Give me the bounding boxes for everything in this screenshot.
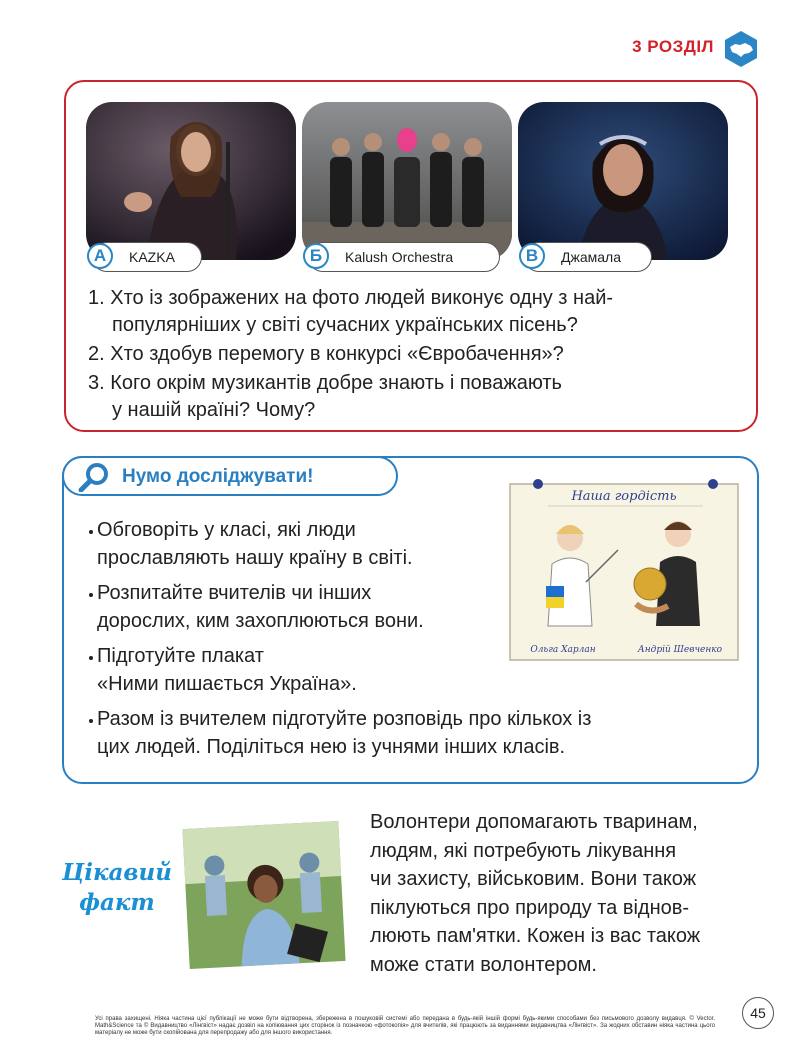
bullet-2-cont: дорослих, ким захоплюються вони. xyxy=(97,610,424,632)
caption-name: Джамала xyxy=(561,249,621,265)
ukraine-map-icon xyxy=(722,30,760,68)
page-number: 45 xyxy=(742,997,774,1029)
fact-label-line1: Цікавий xyxy=(62,859,172,886)
explore-title: Нумо досліджувати! xyxy=(122,466,314,487)
bullet-3: Підготуйте плакат xyxy=(97,645,264,667)
poster-illustration xyxy=(508,476,740,664)
bullet-4: Разом із вчителем підготуйте розповідь про кількох із xyxy=(97,708,592,730)
fact-line: Волонтери допомагають тваринам, xyxy=(370,811,698,833)
fact-text xyxy=(370,808,762,979)
question-1: 1. Хто із зображених на фото людей виконує одну з най- xyxy=(88,287,614,309)
fact-line: чи захисту, військовим. Вони також xyxy=(370,868,697,890)
poster-right-name: Андрій Шевченко xyxy=(637,645,723,655)
caption-kazka xyxy=(92,242,202,272)
bullet-dot xyxy=(89,530,93,534)
caption-name: Kalush Orchestra xyxy=(345,249,454,265)
photo-kalush-orchestra xyxy=(302,102,512,260)
bullet-2: Розпитайте вчителів чи інших xyxy=(97,582,372,604)
bullet-dot xyxy=(89,719,93,723)
question-2: 2. Хто здобув перемогу в конкурсі «Євробачення»? xyxy=(88,343,564,365)
fact-label xyxy=(62,858,172,918)
bullet-4-cont: цих людей. Поділіться нею із учнями інших класів. xyxy=(97,736,566,758)
bullet-1-cont: прославляють нашу країну в світі. xyxy=(97,547,413,569)
question-1-cont: популярніших у світі сучасних українських пісень? xyxy=(112,314,578,336)
magnifier-icon xyxy=(78,462,110,492)
legal-notice: Усі права захищені. Ніяка частина цієї публікації не може бути відтворена, збережена в пошуковій системі або передана в будь-якій іншій формі будь-якими способами без письмового дозволу видавця. © Vector. Math&Science та © Видавництво «Лінгвіст» надає дозвіл на копіювання цих сторінок із позначкою «фотокопія» для вчителів, які працюють за виданнями видавництва «Лінгвіст». За жодних обставин ніяка частина цього матеріалу не може бути скопійована для перепродажу або для іншого використання. xyxy=(95,1016,715,1036)
bullet-dot xyxy=(89,593,93,597)
bullet-1: Обговоріть у класі, які люди xyxy=(97,519,356,541)
poster-left-name: Ольга Харлан xyxy=(530,645,596,655)
photo-kazka xyxy=(86,102,296,260)
caption-letter: Б xyxy=(303,243,329,269)
caption-letter: А xyxy=(87,243,113,269)
fact-line: людям, які потребують лікування xyxy=(370,839,677,862)
question-3-cont: у нашій країні? Чому? xyxy=(112,399,316,421)
caption-jamala xyxy=(524,242,652,272)
photo-jamala xyxy=(518,102,728,260)
fact-line: піклуються про природу та віднов- xyxy=(370,896,690,919)
fact-line: може стати волонтером. xyxy=(370,953,597,976)
question-3: 3. Кого окрім музикантів добре знають і поважають xyxy=(88,372,562,394)
section-title: 3 РОЗДІЛ xyxy=(632,37,714,56)
bullet-dot xyxy=(89,656,93,660)
caption-kalush xyxy=(308,242,500,272)
bullet-3-cont: «Ними пишається Україна». xyxy=(97,673,357,695)
caption-letter: В xyxy=(519,243,545,269)
caption-name: KAZKA xyxy=(129,249,175,265)
poster-title: Наша гордість xyxy=(571,489,677,504)
fact-label-line2: факт xyxy=(79,889,155,916)
fact-line: люють пам'ятки. Кожен із вас також xyxy=(370,925,701,947)
volunteer-photo xyxy=(176,815,352,975)
